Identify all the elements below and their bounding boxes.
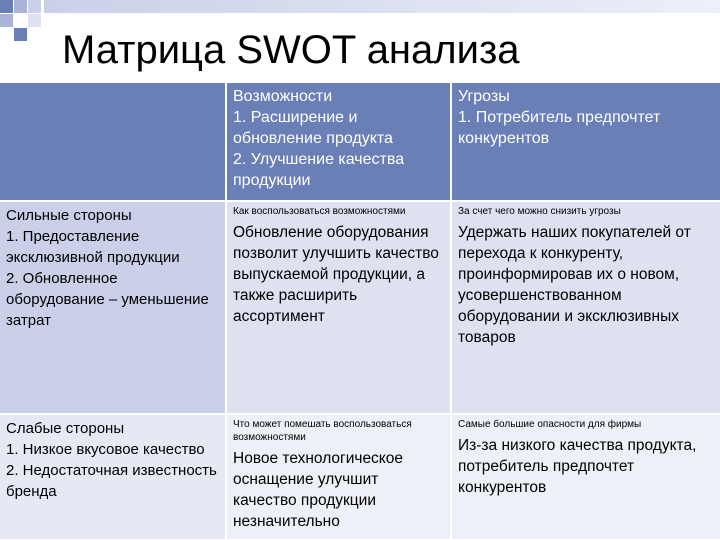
header-row xyxy=(0,83,720,201)
wt-text: Из-за низкого качества продукта, потребитель предпочтет конкурентов xyxy=(458,437,697,496)
header-corner xyxy=(0,83,226,201)
deco-square xyxy=(14,28,27,41)
st-text: Удержать наших покупателей от перехода к конкуренту, проинформировав их о новом, усовершенствованном оборудовании и эксклюзивных товаров xyxy=(458,224,691,346)
opportunities-header: Возможности 1. Расширение и обновление продукта 2. Улучшение качества продукции xyxy=(226,83,451,201)
strengths-label: Сильные стороны 1. Предоставление эксклюзивной продукции 2. Обновленное оборудование – уменьшение затрат xyxy=(0,201,226,414)
threats-header: Угрозы 1. Потребитель предпочтет конкурентов xyxy=(451,83,720,201)
so-text: Обновление оборудования позволит улучшить качество выпускаемой продукции, а также расширить ассортимент xyxy=(233,224,439,325)
st-caption: За счет чего можно снизить угрозы xyxy=(458,206,621,217)
deco-square xyxy=(14,14,27,27)
deco-square xyxy=(44,0,720,13)
so-caption: Как воспользоваться возможностями xyxy=(233,206,406,217)
deco-square xyxy=(28,0,41,13)
strengths-row xyxy=(0,201,720,414)
wt-caption: Самые большие опасности для фирмы xyxy=(458,419,642,430)
deco-square xyxy=(0,0,13,13)
page-title: Матрица SWOT анализа xyxy=(62,28,520,72)
weaknesses-label: Слабые стороны 1. Низкое вкусовое качество 2. Недостаточная известность бренда xyxy=(0,414,226,539)
swot-matrix xyxy=(0,83,720,539)
wo-caption: Что может помешать воспользоваться возможностями xyxy=(233,419,412,443)
st-cell xyxy=(451,201,720,414)
weaknesses-row xyxy=(0,414,720,539)
deco-square xyxy=(14,0,27,13)
wt-cell xyxy=(451,414,720,539)
wo-text: Новое технологическое оснащение улучшит качество продукции незначительно xyxy=(233,450,404,530)
so-cell xyxy=(226,201,451,414)
deco-square xyxy=(28,14,41,27)
deco-square xyxy=(0,14,13,27)
wo-cell xyxy=(226,414,451,539)
